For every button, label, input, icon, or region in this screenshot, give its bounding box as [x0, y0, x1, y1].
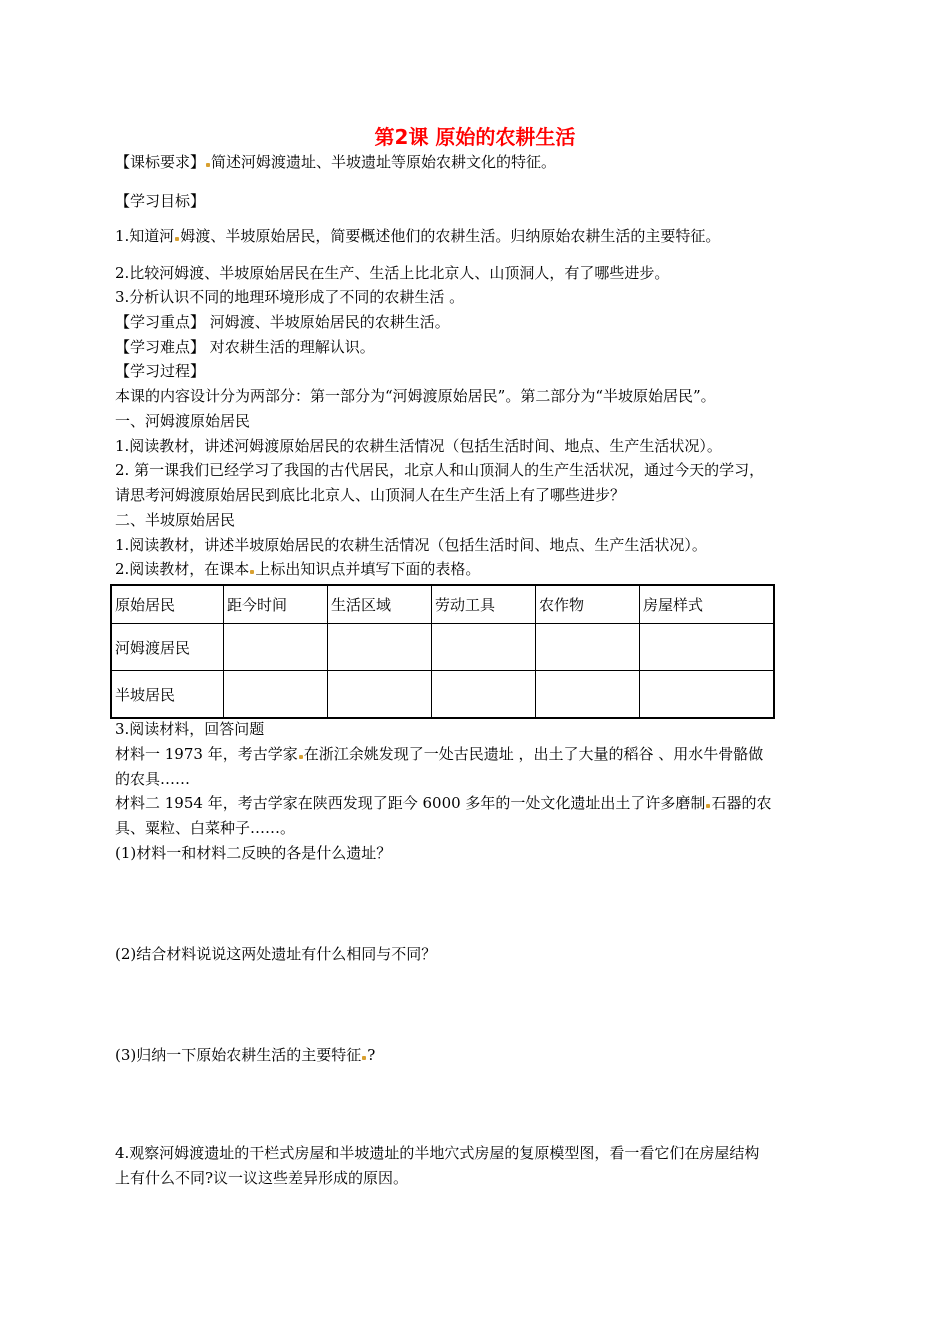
- intro-text: 本课的内容设计分为两部分：第一部分为“河姆渡原始居民”。第二部分为“半坡原始居民”。: [115, 387, 716, 405]
- section-2-item-2-part-b: 上标出知识点并填写下面的表格。: [255, 560, 481, 578]
- table-header-cell: 原始居民: [111, 585, 224, 624]
- question-3: [115, 1045, 845, 1065]
- section-1-item-2-line-1: 2. 第一课我们已经学习了我国的古代居民，北京人和山顶洞人的生产生活状况，通过今天的学习，: [115, 461, 765, 479]
- annotation-mark-icon: [175, 237, 179, 241]
- section-1-item-1: 1.阅读教材，讲述河姆渡原始居民的农耕生活情况（包括生活时间、地点、生产生活状况）。: [115, 437, 722, 455]
- annotation-mark-icon: [206, 163, 210, 167]
- table-row: [111, 671, 774, 719]
- section-2-item-1: 1.阅读教材，讲述半坡原始居民的农耕生活情况（包括生活时间、地点、生产生活状况）。: [115, 536, 707, 554]
- material-2-line-2: 具、粟粒、白菜种子……。: [115, 819, 296, 837]
- table-header-cell: 劳动工具: [432, 585, 536, 624]
- table-cell[interactable]: [328, 671, 432, 719]
- section-2-item-3: 3.阅读材料，回答问题: [115, 720, 265, 738]
- goal-1-part-b: 姆渡、半坡原始居民，简要概述他们的农耕生活。归纳原始农耕生活的主要特征。: [180, 227, 721, 245]
- question-2: (2)结合材料说说这两处遗址有什么相同与不同？: [115, 945, 437, 963]
- question-3-part-b: ?: [367, 1046, 376, 1064]
- table-header-cell: 生活区域: [328, 585, 432, 624]
- goals-heading: 【学习目标】: [115, 192, 206, 210]
- goal-1-part-a: 1.知道河: [115, 227, 175, 245]
- goal-2: 2.比较河姆渡、半坡原始居民在生产、生活上比北京人、山顶洞人，有了哪些进步。: [115, 264, 670, 282]
- annotation-mark-icon: [706, 804, 710, 808]
- question-1: (1)材料一和材料二反映的各是什么遗址？: [115, 844, 392, 862]
- annotation-mark-icon: [250, 570, 254, 574]
- item-4-line-2: 上有什么不同?议一议这些差异形成的原因。: [115, 1169, 409, 1187]
- material-2-part-b: 石器的农: [711, 794, 772, 812]
- table-header-cell: 距今时间: [224, 585, 328, 624]
- section-2-item-2: [115, 559, 845, 579]
- table-cell[interactable]: [536, 671, 640, 719]
- item-4-line-1: 4.观察河姆渡遗址的干栏式房屋和半坡遗址的半地穴式房屋的复原模型图，看一看它们在房屋结构: [115, 1144, 760, 1162]
- table-cell: 河姆渡居民: [111, 624, 224, 671]
- material-1-line-1: [115, 744, 845, 764]
- table-header-cell: 农作物: [536, 585, 640, 624]
- curriculum-text: 简述河姆渡遗址、半坡遗址等原始农耕文化的特征。: [211, 153, 557, 171]
- material-1-part-a: 材料一 1973 年，考古学家: [115, 745, 298, 763]
- curriculum-label: 【课标要求】: [115, 153, 206, 171]
- section-2-item-2-part-a: 2.阅读教材，在课本: [115, 560, 250, 578]
- annotation-mark-icon: [299, 755, 303, 759]
- table-cell[interactable]: [640, 624, 775, 671]
- table-cell[interactable]: [432, 671, 536, 719]
- table-row: [111, 624, 774, 671]
- table-cell[interactable]: [536, 624, 640, 671]
- question-3-part-a: (3)归纳一下原始农耕生活的主要特征: [115, 1046, 362, 1064]
- table-cell: 半坡居民: [111, 671, 224, 719]
- section-2-heading: 二、半坡原始居民: [115, 511, 236, 529]
- annotation-mark-icon: [362, 1056, 366, 1060]
- section-1-heading: 一、河姆渡原始居民: [115, 412, 251, 430]
- material-2-part-a: 材料二 1954 年，考古学家在陕西发现了距今 6000 多年的一处文化遗址出土了许多磨制: [115, 794, 706, 812]
- learning-focus: 【学习重点】 河姆渡、半坡原始居民的农耕生活。: [115, 313, 450, 331]
- table-cell[interactable]: [224, 671, 328, 719]
- table-header-cell: 房屋样式: [640, 585, 775, 624]
- material-1-line-2: 的农具……: [115, 770, 191, 788]
- section-1-item-2-line-2: 请思考河姆渡原始居民到底比北京人、山顶洞人在生产生活上有了哪些进步？: [115, 486, 626, 504]
- table-cell[interactable]: [328, 624, 432, 671]
- learning-difficulty: 【学习难点】 对农耕生活的理解认识。: [115, 338, 375, 356]
- process-heading: 【学习过程】: [115, 362, 206, 380]
- table-header-row: [111, 585, 774, 624]
- residents-comparison-table: [110, 584, 775, 719]
- goal-3: 3.分析认识不同的地理环境形成了不同的农耕生活 。: [115, 288, 465, 306]
- table-cell[interactable]: [640, 671, 775, 719]
- goal-1: [115, 226, 845, 246]
- material-1-part-b: 在浙江余姚发现了一处古民遗址 ，出土了大量的稻谷 、用水牛骨骼做: [303, 745, 764, 763]
- table-cell[interactable]: [432, 624, 536, 671]
- material-2-line-1: [115, 793, 845, 813]
- table-cell[interactable]: [224, 624, 328, 671]
- curriculum-requirement: [115, 152, 845, 172]
- lesson-title: 第2课 原始的农耕生活: [374, 125, 576, 149]
